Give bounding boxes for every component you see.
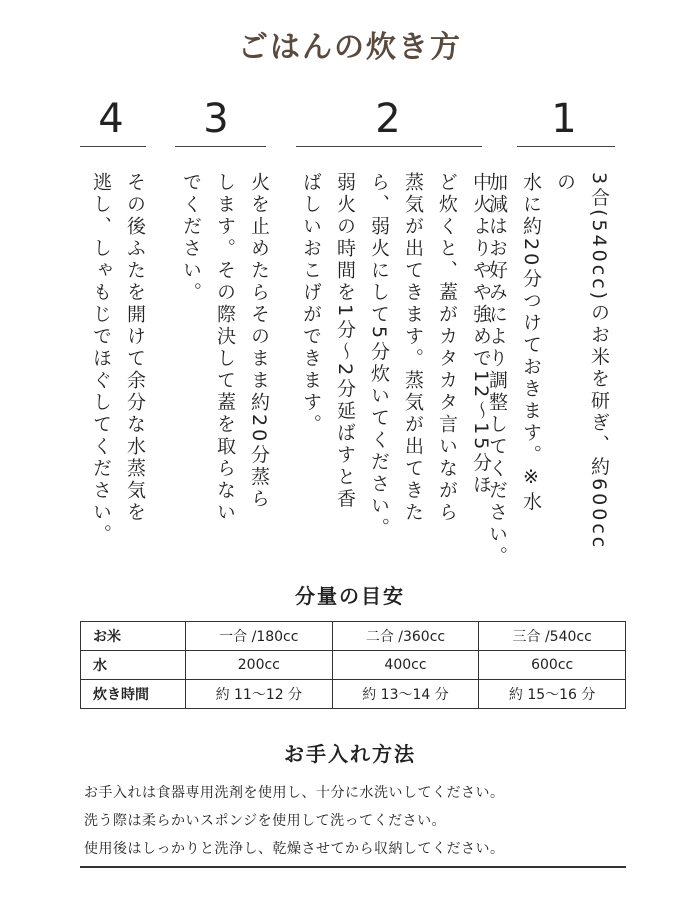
step-1-divider: [517, 146, 615, 147]
care-line: お手入れは食器専用洗剤を使用し、十分に水洗いしてください。: [84, 785, 505, 801]
step-2-number: 2: [375, 96, 401, 142]
quantity-title: 分量の目安: [295, 584, 405, 608]
step-4-divider: [80, 146, 146, 147]
table-row: [81, 680, 626, 709]
table-cell: 三合 /540cc: [479, 622, 626, 651]
step-3-divider: [175, 146, 266, 147]
page-title: ごはんの炊き方: [238, 30, 462, 65]
table-cell: 一合 /180cc: [186, 622, 333, 651]
table-row: [81, 651, 626, 680]
table-cell: 約 13〜14 分: [332, 680, 479, 709]
bottom-divider: [80, 866, 626, 868]
care-line: 洗う際は柔らかいスポンジを使用して洗ってください。: [84, 813, 447, 829]
table-cell: 約 11〜12 分: [186, 680, 333, 709]
step-2-text: 中火よりやや強めで12〜15分ほ ど炊くと、蓋がカタカタ言いながら 蒸気が出てきます。蒸気が出てきた ら、弱火にして5分炊いてください。 弱火の時間を1分〜2分延ばすと香 ばしいおこげができます。: [300, 172, 492, 540]
table-cell: 二合 /360cc: [332, 622, 479, 651]
step-3-text: 火を止めたらそのまま約20分蒸ら します。その際決して蓋を取らない でください。: [180, 172, 270, 524]
table-cell: 200cc: [186, 651, 333, 680]
step-4-text: その後ふたを開けて余分な水蒸気を 逃し、しゃもじでほぐしてください。: [90, 172, 146, 546]
quantity-table: [80, 621, 626, 709]
table-cell: 400cc: [332, 651, 479, 680]
step-3-number: 3: [203, 96, 229, 142]
table-cell: 600cc: [479, 651, 626, 680]
care-line: 使用後はしっかりと洗浄し、乾燥させてから収納してください。: [84, 841, 505, 857]
row-label: 炊き時間: [81, 680, 186, 709]
step-1-text: 3合(540cc)のお米を研ぎ、約600ccの 水に約20分つけておきます。※水 加減はお好みにより調整してください。: [486, 172, 610, 568]
table-cell: 約 15〜16 分: [479, 680, 626, 709]
step-1-number: 1: [551, 96, 577, 142]
step-4-number: 4: [98, 96, 124, 142]
row-label: お米: [81, 622, 186, 651]
step-2-divider: [296, 146, 482, 147]
row-label: 水: [81, 651, 186, 680]
table-row: [81, 622, 626, 651]
care-title: お手入れ方法: [284, 742, 416, 766]
